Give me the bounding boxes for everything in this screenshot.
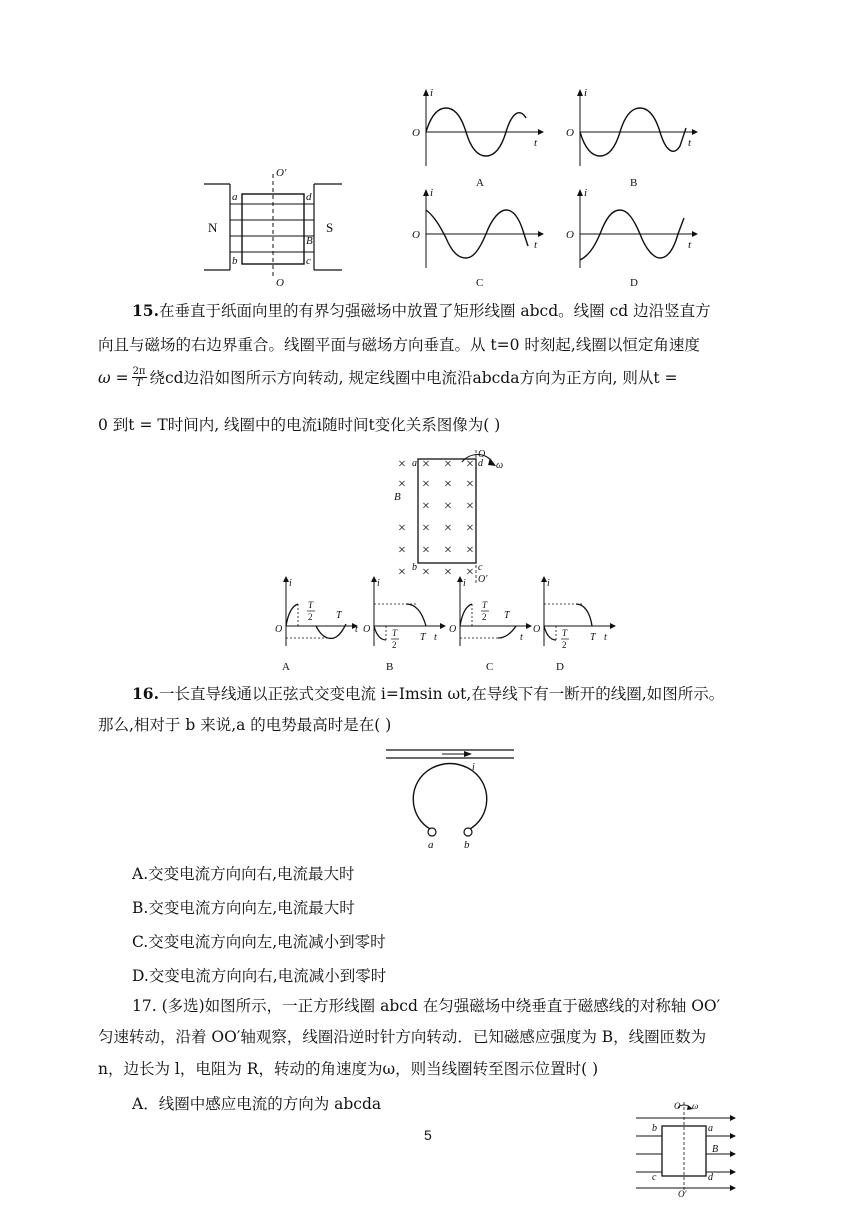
half-t-den: 2 — [562, 640, 567, 650]
half-t-num: T — [392, 628, 398, 638]
axis-t-label: t — [688, 239, 692, 251]
svg-text:×: × — [422, 457, 430, 472]
svg-text:×: × — [466, 565, 474, 580]
pole-s-label: S — [326, 220, 334, 235]
page-number: 5 — [424, 1127, 432, 1143]
q17-line-3: n，边长为 l，电阻为 R，转动的角速度为ω，则当线圈转至图示位置时( ) — [98, 1060, 599, 1078]
period-label: T — [504, 610, 510, 621]
period-label: T — [336, 610, 342, 621]
corner-a-label: a — [232, 191, 238, 203]
q15-line-3 — [98, 366, 677, 389]
axis-t-label: t — [688, 137, 692, 149]
svg-text:×: × — [466, 543, 474, 558]
svg-text:×: × — [466, 521, 474, 536]
q17-line-1 — [132, 995, 720, 1017]
axis-i-label: i — [463, 578, 466, 589]
axis-t-label: t — [520, 632, 523, 643]
q16-number: 16. — [132, 684, 159, 703]
q16-wire-figure — [382, 746, 518, 850]
svg-text:×: × — [444, 499, 452, 514]
axis-o-label: O — [478, 449, 486, 460]
q17-text-1: (多选)如图所示，一正方形线圈 abcd 在匀强磁场中绕垂直于磁感线的对称轴 OO′ — [161, 997, 721, 1015]
axis-t-label: t — [434, 632, 437, 643]
q15-field-figure — [392, 448, 522, 588]
option-d-letter: D — [630, 277, 638, 289]
pole-n-label: N — [208, 220, 218, 235]
field-cross-marks — [398, 457, 474, 580]
q14-graph-d — [564, 186, 704, 291]
q17-line-2: 匀速转动，沿着 OO′轴观察，线圈沿逆时针方向转动．已知磁感应强度为 B，线圈匝数为 — [98, 1028, 707, 1046]
half-t-den: 2 — [482, 612, 487, 622]
axis-i-label: i — [430, 187, 434, 199]
q16-text-1: 一长直导线通以正弦式交变电流 i=Imsin ωt,在导线下有一断开的线圈,如图所示。 — [158, 685, 725, 703]
svg-text:×: × — [398, 521, 406, 536]
q16-option-b: B.交变电流方向向左,电流最大时 — [132, 899, 355, 917]
axis-top-label: O′ — [276, 167, 287, 179]
q16-option-a: A.交变电流方向向右,电流最大时 — [132, 865, 355, 883]
axis-i-label: i — [377, 578, 380, 589]
axis-i-label: i — [547, 578, 550, 589]
option-c-letter: C — [486, 661, 494, 673]
svg-text:×: × — [466, 477, 474, 492]
corner-b-label: b — [232, 255, 238, 267]
svg-text:×: × — [422, 477, 430, 492]
half-t-num: T — [562, 628, 568, 638]
origin-label: O — [566, 127, 574, 139]
q15-number: 15. — [132, 301, 159, 320]
svg-text:×: × — [398, 565, 406, 580]
axis-o-label: O — [674, 1101, 681, 1111]
svg-text:×: × — [398, 543, 406, 558]
origin-label: O — [533, 624, 541, 635]
svg-text:×: × — [466, 499, 474, 514]
half-t-den: 2 — [392, 640, 397, 650]
q14-graph-b — [564, 86, 704, 191]
corner-a-label: a — [708, 1123, 713, 1134]
axis-t-label: t — [534, 239, 538, 251]
svg-text:×: × — [398, 477, 406, 492]
corner-c-label: c — [306, 255, 311, 267]
q16-line-2: 那么,相对于 b 来说,a 的电势最高时是在( ) — [98, 716, 392, 734]
q15-frac-den: T — [135, 378, 143, 389]
q14-graph-c — [410, 186, 550, 291]
origin-label: O — [566, 229, 574, 241]
origin-label: O — [363, 624, 371, 635]
q15-graph-b — [360, 574, 450, 674]
q17-number: 17. — [132, 997, 162, 1015]
q15-text-3: 绕cd边沿如图所示方向转动, 规定线圈中电流沿abcda方向为正方向, 则从t = — [149, 368, 678, 387]
field-b-label: B — [394, 491, 401, 503]
option-d-letter: D — [556, 661, 564, 673]
half-t-num: T — [308, 600, 314, 610]
option-c-letter: C — [476, 277, 484, 289]
q16-option-d: D.交变电流方向向右,电流减小到零时 — [132, 967, 387, 985]
q14-coil-figure — [198, 160, 348, 289]
svg-text:×: × — [444, 477, 452, 492]
omega-label: ω — [692, 1101, 699, 1111]
origin-label: O — [412, 229, 420, 241]
svg-text:×: × — [422, 565, 430, 580]
corner-b-label: b — [652, 1123, 657, 1134]
axis-bottom-label: O — [276, 277, 284, 289]
q15-frac-num: 2π — [132, 366, 146, 377]
terminal-b-label: b — [464, 839, 470, 851]
q15-omega-eq: ω = — [98, 368, 129, 387]
svg-text:×: × — [466, 457, 474, 472]
q17-option-a: A．线圈中感应电流的方向为 abcda — [132, 1095, 382, 1113]
corner-d-label: d — [708, 1172, 713, 1183]
q15-line-2: 向且与磁场的右边界重合。线圈平面与磁场方向垂直。从 t=0 时刻起,线圈以恒定角速度 — [98, 336, 700, 354]
axis-i-label: i — [430, 87, 434, 99]
q14-graph-a — [410, 86, 550, 191]
q15-line-4: 0 到t = T时间内, 线圈中的电流i随时间t变化关系图像为( ) — [98, 416, 501, 434]
svg-text:×: × — [422, 521, 430, 536]
axis-i-label: i — [584, 187, 588, 199]
terminal-a-label: a — [428, 839, 434, 851]
q16-option-c: C.交变电流方向向左,电流减小到零时 — [132, 933, 386, 951]
corner-c-label: c — [652, 1172, 657, 1183]
half-t-den: 2 — [308, 612, 313, 622]
corner-a-label: a — [412, 458, 417, 469]
axis-o-prime-label: O′ — [678, 1189, 687, 1199]
axis-i-label: i — [584, 87, 588, 99]
svg-text:×: × — [444, 543, 452, 558]
svg-text:×: × — [422, 543, 430, 558]
field-b-label: B — [712, 1144, 719, 1155]
svg-text:×: × — [444, 457, 452, 472]
corner-d-label: d — [478, 458, 483, 469]
option-a-letter: A — [476, 177, 484, 189]
current-i-label: i — [472, 762, 475, 773]
q15-graph-c — [446, 574, 536, 674]
period-label: T — [590, 632, 596, 643]
origin-label: O — [275, 624, 283, 635]
q15-text-1: 在垂直于纸面向里的有界匀强磁场中放置了矩形线圈 abcd。线圈 cd 边沿竖直方 — [158, 302, 711, 320]
axis-t-label: t — [604, 632, 607, 643]
q15-graph-d — [530, 574, 620, 674]
corner-d-label: d — [306, 191, 312, 203]
half-t-num: T — [482, 600, 488, 610]
svg-text:×: × — [422, 499, 430, 514]
svg-text:×: × — [444, 521, 452, 536]
axis-i-label: i — [289, 578, 292, 589]
origin-label: O — [449, 624, 457, 635]
corner-b-label: b — [412, 562, 417, 573]
q17-coil-figure — [634, 1100, 742, 1198]
svg-text:×: × — [444, 565, 452, 580]
option-b-letter: B — [386, 661, 394, 673]
axis-t-label: t — [534, 137, 538, 149]
axis-o-prime-label: O′ — [478, 574, 488, 585]
origin-label: O — [412, 127, 420, 139]
q15-graph-a — [272, 574, 362, 674]
period-label: T — [420, 632, 426, 643]
field-b-label: B — [306, 235, 313, 247]
option-b-letter: B — [630, 177, 638, 189]
option-a-letter: A — [282, 661, 290, 673]
omega-label: ω — [496, 460, 504, 471]
q15-line-1 — [132, 300, 711, 322]
q16-line-1 — [132, 683, 724, 705]
svg-text:×: × — [398, 457, 406, 472]
corner-c-label: c — [478, 562, 483, 573]
q15-fraction — [132, 366, 147, 389]
axis-t-label: t — [355, 624, 358, 635]
